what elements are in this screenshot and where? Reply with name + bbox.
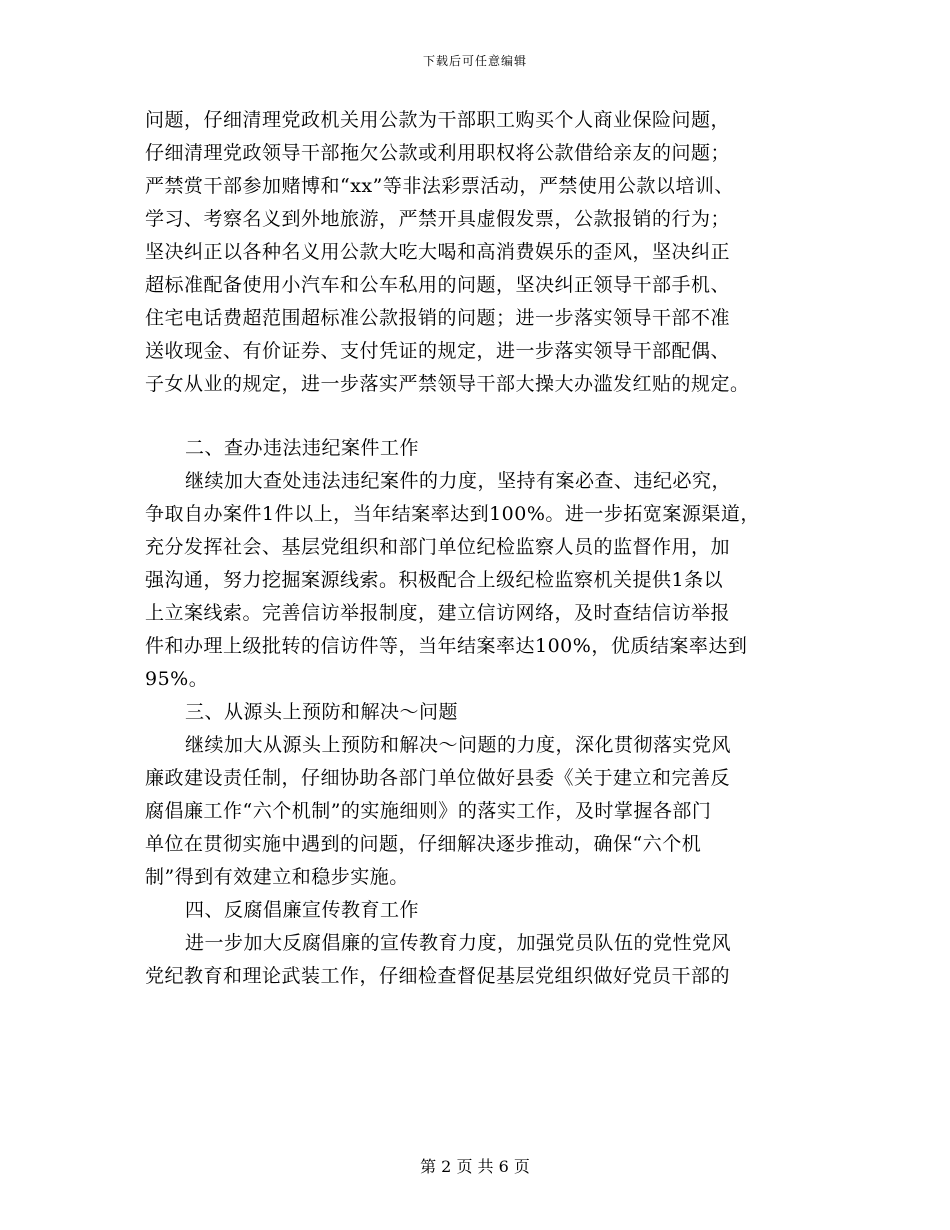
section-heading-2: 二、查办违法违纪案件工作 (185, 437, 420, 459)
text-line: 件和办理上级批转的信访件等，当年结案率达100%，优质结案率达到 (145, 635, 748, 657)
text-line: 进一步加大反腐倡廉的宣传教育力度，加强党员队伍的党性党风 (185, 932, 732, 954)
page-header: 下载后可任意编辑 (422, 54, 527, 68)
text-line: 单位在贯彻实施中遇到的问题，仔细解决逐步推动，确保“六个机 (145, 833, 702, 855)
paragraph-gap (145, 401, 835, 432)
text-line: 超标准配备使用小汽车和公车私用的问题，坚决纠正领导干部手机、 (145, 274, 731, 296)
paragraph-section-2 (145, 465, 835, 696)
text-line: 95%。 (145, 668, 209, 690)
text-line: 继续加大查处违法违纪案件的力度，坚持有案必查、违纪必究， (185, 470, 732, 492)
text-line: 继续加大从源头上预防和解决～问题的力度，深化贯彻落实党风 (185, 734, 732, 756)
text-line: 学习、考察名义到外地旅游，严禁开具虚假发票，公款报销的行为； (145, 208, 731, 230)
text-line: 腐倡廉工作“六个机制”的实施细则》的落实工作，及时掌握各部门 (145, 800, 712, 822)
text-line: 仔细清理党政领导干部拖欠公款或利用职权将公款借给亲友的问题； (145, 142, 731, 164)
text-line: 充分发挥社会、基层党组织和部门单位纪检监察人员的监督作用，加 (145, 536, 731, 558)
text-line: 争取自办案件1件以上，当年结案率达到100%。进一步拓宽案源渠道， (145, 503, 760, 525)
paragraph-section-3 (145, 729, 835, 894)
section-heading-3: 三、从源头上预防和解决～问题 (185, 701, 459, 723)
text-line: 子女从业的规定，进一步落实严禁领导干部大操大办滥发红贴的规定。 (145, 373, 750, 395)
text-line: 廉政建设责任制，仔细协助各部门单位做好县委《关于建立和完善反 (145, 767, 731, 789)
text-line: 严禁赏干部参加赌博和“xx”等非法彩票活动，严禁使用公款以培训、 (145, 175, 734, 197)
text-line: 强沟通，努力挖掘案源线索。积极配合上级纪检监察机关提供1条以 (145, 569, 724, 591)
document-body (145, 104, 835, 993)
paragraph-section-4 (145, 927, 835, 993)
text-line: 住宅电话费超范围超标准公款报销的问题；进一步落实领导干部不准 (145, 307, 731, 329)
text-line: 上立案线索。完善信访举报制度，建立信访网络，及时查结信访举报 (145, 602, 731, 624)
text-line: 送收现金、有价证券、支付凭证的规定，进一步落实领导干部配偶、 (145, 340, 731, 362)
page-number: 第 2 页 共 6 页 (420, 1157, 530, 1176)
text-line: 党纪教育和理论武装工作，仔细检查督促基层党组织做好党员干部的 (145, 965, 731, 987)
paragraph-continuation (145, 104, 835, 401)
section-heading-4: 四、反腐倡廉宣传教育工作 (185, 899, 420, 921)
text-line: 坚决纠正以各种名义用公款大吃大喝和高消费娱乐的歪风，坚决纠正 (145, 241, 731, 263)
text-line: 问题，仔细清理党政机关用公款为干部职工购买个人商业保险问题， (145, 109, 731, 131)
text-line: 制”得到有效建立和稳步实施。 (145, 866, 409, 888)
